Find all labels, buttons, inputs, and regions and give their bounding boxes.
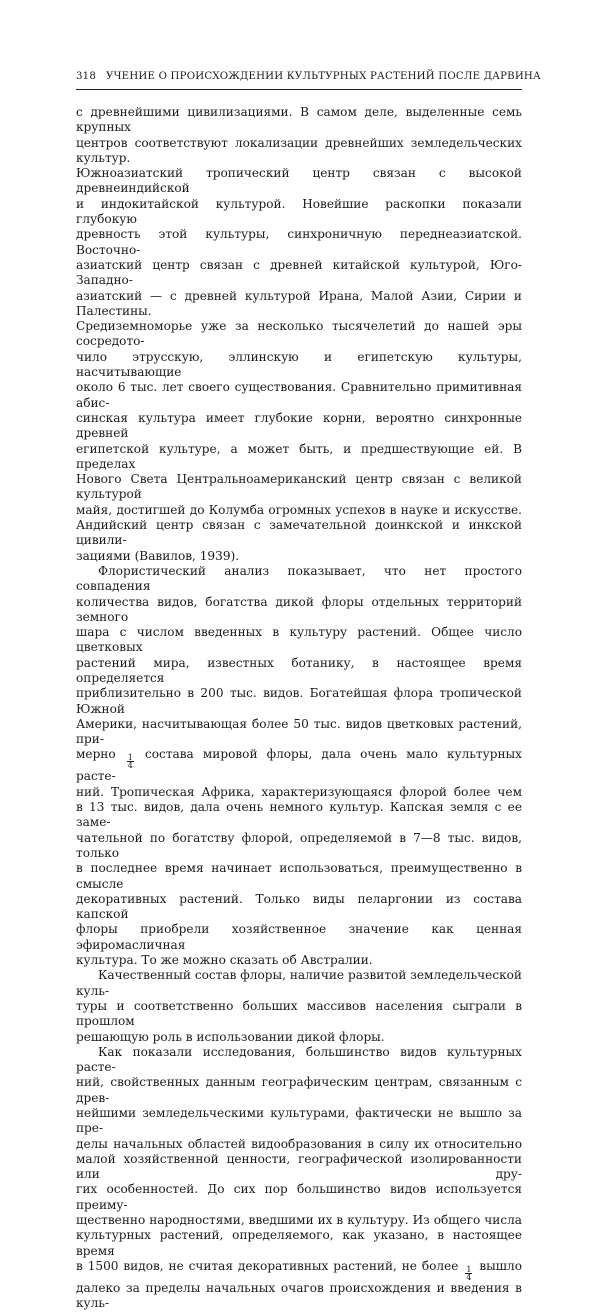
- text-line: Нового Света Центральноамериканский центр связан с великой культурой: [76, 472, 522, 502]
- body-text: [76, 105, 522, 1312]
- text-line: чательной по богатству флорой, определяемой в 7—8 тыс. видов, только: [76, 830, 522, 860]
- fraction: [465, 1266, 472, 1281]
- text-line: делы начальных областей видообразования в силу их относительно: [76, 1136, 522, 1151]
- text-line: декоративных растений. Только виды пеларгонии из состава капской: [76, 891, 522, 922]
- text-line: синская культура имеет глубокие корни, вероятно синхронные древней: [76, 410, 522, 441]
- text-line: майя, достигшей до Колумба огромных успехов в науке и искусстве.: [76, 502, 522, 517]
- fraction-denominator: 4: [127, 761, 133, 771]
- text-line: ний, свойственных данным географическим центрам, связанным с древ-: [76, 1075, 522, 1105]
- text-line: гих особенностей. До сих пор большинство видов используется преиму-: [76, 1182, 522, 1212]
- text-line: Качественный состав флоры, наличие развитой земледельческой куль-: [76, 968, 522, 998]
- text-line-with-fraction: [76, 747, 522, 784]
- text-line: и индокитайской культурой. Новейшие раскопки показали глубокую: [76, 196, 522, 227]
- fraction: [127, 754, 134, 769]
- page-number: 318: [76, 71, 97, 82]
- text-line: щественно народностями, введшими их в культуру. Из общего числа: [76, 1213, 522, 1228]
- text-line: флоры приобрели хозяйственное значение как ценная эфиромасличная: [76, 922, 522, 952]
- text-line: египетской культуре, а может быть, и предшествующие ей. В пределах: [76, 441, 522, 471]
- line-start: мерно: [76, 747, 116, 762]
- text-line: решающую роль в использовании дикой флоры.: [76, 1029, 385, 1044]
- text-line: Америки, насчитывающая более 50 тыс. видов цветковых растений, при-: [76, 716, 522, 747]
- text-line: малой хозяйственной ценности, географической изолированности или дру-: [76, 1151, 522, 1182]
- text-line: азиатский центр связан с древней китайской культурой, Юго-Западно-: [76, 257, 522, 288]
- text-line: Андийский центр связан с замечательной доинкской и инкской цивили-: [76, 518, 522, 548]
- text-line: Как показали исследования, большинство видов культурных расте-: [76, 1044, 522, 1075]
- text-line: Южноазиатский тропический центр связан с высокой древнеиндийской: [76, 166, 522, 196]
- fraction-numerator: 1: [127, 753, 133, 763]
- text-line: количества видов, богатства дикой флоры отдельных территорий земного: [76, 594, 522, 624]
- text-line: зациями (Вавилов, 1939).: [76, 548, 240, 563]
- text-line: чило этрусскую, эллинскую и египетскую культуры, насчитывающие: [76, 349, 522, 380]
- text-line: туры и соответственно больших массивов населения сыграли в прошлом: [76, 998, 522, 1029]
- text-line: с древнейшими цивилизациями. В самом деле, выделенные семь крупных: [76, 105, 522, 135]
- text-line: культура. То же можно сказать об Австралии.: [76, 953, 373, 968]
- text-line: шара с числом введенных в культуру растений. Общее число цветковых: [76, 625, 522, 655]
- fraction-numerator: 1: [466, 1264, 472, 1274]
- text-line: древность этой культуры, синхроничную переднеазиатской. Восточно-: [76, 227, 522, 257]
- running-title: УЧЕНИЕ О ПРОИСХОЖДЕНИИ КУЛЬТУРНЫХ РАСТЕНИЙ ПОСЛЕ ДАРВИНА: [106, 71, 541, 82]
- fraction-denominator: 4: [466, 1272, 472, 1282]
- text-line: Флористический анализ показывает, что нет простого совпадения: [76, 563, 522, 594]
- text-line: далеко за пределы начальных очагов происхождения и введения в куль-: [76, 1280, 522, 1311]
- text-line: нейшими земледельческими культурами, фактически не вышло за пре-: [76, 1106, 522, 1136]
- paragraph-2: [76, 564, 522, 968]
- paragraph-1: [76, 105, 522, 564]
- text-line: культурных растений, определяемого, как указано, в настоящее время: [76, 1228, 522, 1258]
- text-line: в последнее время начинает использоваться, преимущественно в смысле: [76, 861, 522, 891]
- line-start: в 1500 видов, не считая декоративных растений, не более: [76, 1258, 459, 1273]
- header-rule: [76, 89, 522, 90]
- text-line: центров соответствуют локализации древнейших земледельческих культур.: [76, 135, 522, 165]
- running-header: [76, 71, 541, 82]
- paragraph-4: [76, 1045, 522, 1312]
- line-end: вышло: [479, 1258, 522, 1273]
- text-line: около 6 тыс. лет своего существования. Сравнительно примитивная абис-: [76, 380, 522, 410]
- line-end: состава мировой флоры, дала очень мало культурных расте-: [76, 747, 522, 784]
- text-line: ний. Тропическая Африка, характеризующаяся флорой более чем: [76, 784, 522, 799]
- text-line-with-fraction: [76, 1259, 522, 1281]
- text-line: приблизительно в 200 тыс. видов. Богатейшая флора тропической Южной: [76, 686, 522, 716]
- text-line: Средиземноморье уже за несколько тысячелетий до нашей эры сосредото-: [76, 319, 522, 349]
- paragraph-3: [76, 968, 522, 1044]
- text-line: азиатский — с древней культурой Ирана, Малой Азии, Сирии и Палестины.: [76, 288, 522, 318]
- text-line: растений мира, известных ботанику, в настоящее время определяется: [76, 655, 522, 685]
- text-line: в 13 тыс. видов, дала очень немного культур. Капская земля с ее заме-: [76, 800, 522, 830]
